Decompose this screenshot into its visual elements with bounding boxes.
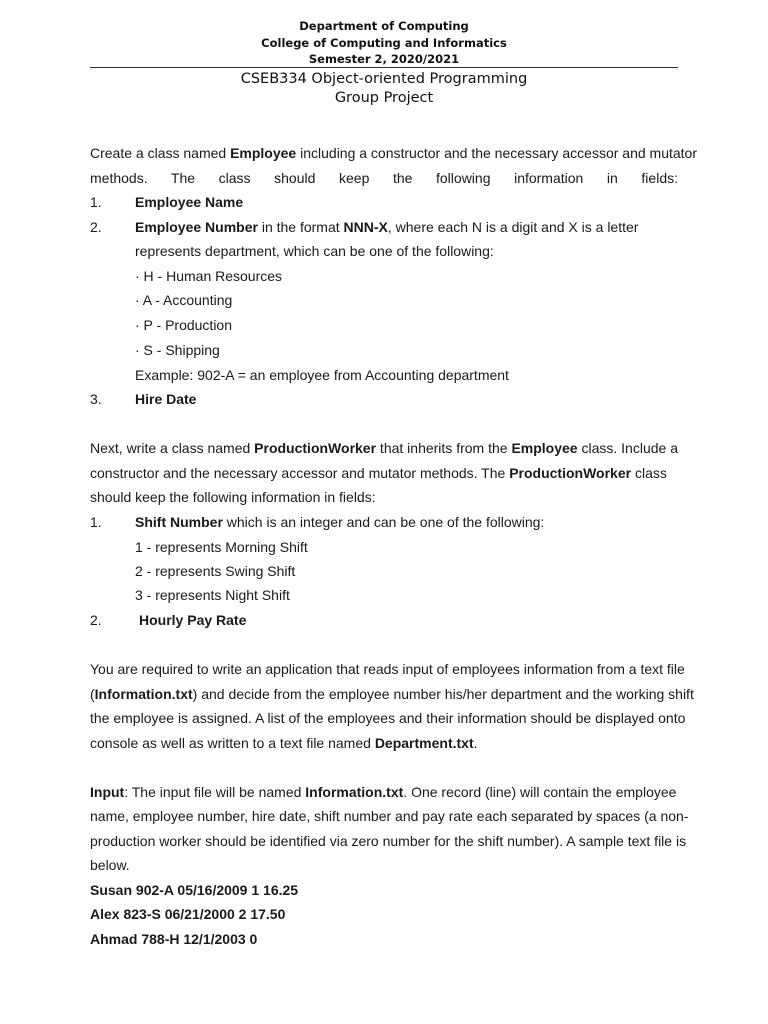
application-line1: You are required to write an application that reads input of employees information from a text file: [90, 661, 685, 677]
employee-number-line2: represents department, which can be one of the following:: [135, 243, 494, 259]
input-line4: below.: [90, 857, 130, 873]
project-title: Group Project: [334, 90, 434, 106]
sample-record: Susan 902-A 05/16/2009 1 16.25: [90, 882, 299, 898]
input-label: Input: [90, 784, 125, 800]
sample-record: Ahmad 788-H 12/1/2003 0: [90, 931, 258, 947]
department-option: · H - Human Resources: [135, 268, 283, 284]
production-line1: Next, write a class named ProductionWorker that inherits from the Employee class. Include a: [90, 440, 678, 456]
input-line3: production worker should be identified via zero number for the shift number). A sample text file is: [90, 833, 687, 849]
application-line3: the employee is assigned. A list of the employees and their information should be displayed onto: [90, 710, 686, 726]
department-heading: Department of Computing: [299, 19, 469, 33]
department-option: · S - Shipping: [135, 342, 220, 358]
shift-option: 3 - represents Night Shift: [135, 587, 290, 603]
college-heading: College of Computing and Informatics: [261, 36, 507, 50]
shift-option: 1 - represents Morning Shift: [135, 539, 308, 555]
list-number: 1.: [90, 514, 102, 530]
sample-record: Alex 823-S 06/21/2000 2 17.50: [90, 906, 286, 922]
course-title: CSEB334 Object-oriented Programming: [240, 71, 528, 87]
field-shift-number: Shift Number which is an integer and can be one of the following:: [135, 514, 545, 530]
department-option: · A - Accounting: [135, 292, 233, 308]
employee-class-name: Employee: [230, 145, 297, 161]
department-option: · P - Production: [135, 317, 233, 333]
list-number: 2.: [90, 219, 102, 235]
application-line4: console as well as written to a text file named Department.txt.: [90, 735, 478, 751]
field-hourly-pay-rate: Hourly Pay Rate: [139, 612, 247, 628]
list-number: 3.: [90, 391, 102, 407]
shift-option: 2 - represents Swing Shift: [135, 563, 296, 579]
input-line2: name, employee number, hire date, shift number and pay rate each separated by spaces (a non-: [90, 808, 689, 824]
list-number: 2.: [90, 612, 102, 628]
semester-heading: Semester 2, 2020/2021: [308, 52, 460, 66]
employee-intro-line1: Create a class named Employee including a constructor and the necessary accessor and mutator: [90, 145, 697, 161]
employee-number-example: Example: 902-A = an employee from Accounting department: [135, 367, 509, 383]
application-line2: (Information.txt) and decide from the employee number his/her department and the working shift: [90, 686, 694, 702]
field-employee-number: Employee Number in the format NNN-X, where each N is a digit and X is a letter: [135, 219, 639, 235]
list-number: 1.: [90, 194, 102, 210]
employee-intro-line2: methods. The class should keep the following information in fields:: [90, 170, 678, 186]
input-line1: Input: The input file will be named Information.txt. One record (line) will contain the employee: [90, 784, 677, 800]
production-line3: should keep the following information in fields:: [90, 489, 376, 505]
field-employee-name: Employee Name: [135, 194, 244, 210]
field-hire-date: Hire Date: [135, 391, 197, 407]
production-line2: constructor and the necessary accessor and mutator methods. The ProductionWorker class: [90, 465, 667, 481]
header-rule: [90, 67, 678, 68]
